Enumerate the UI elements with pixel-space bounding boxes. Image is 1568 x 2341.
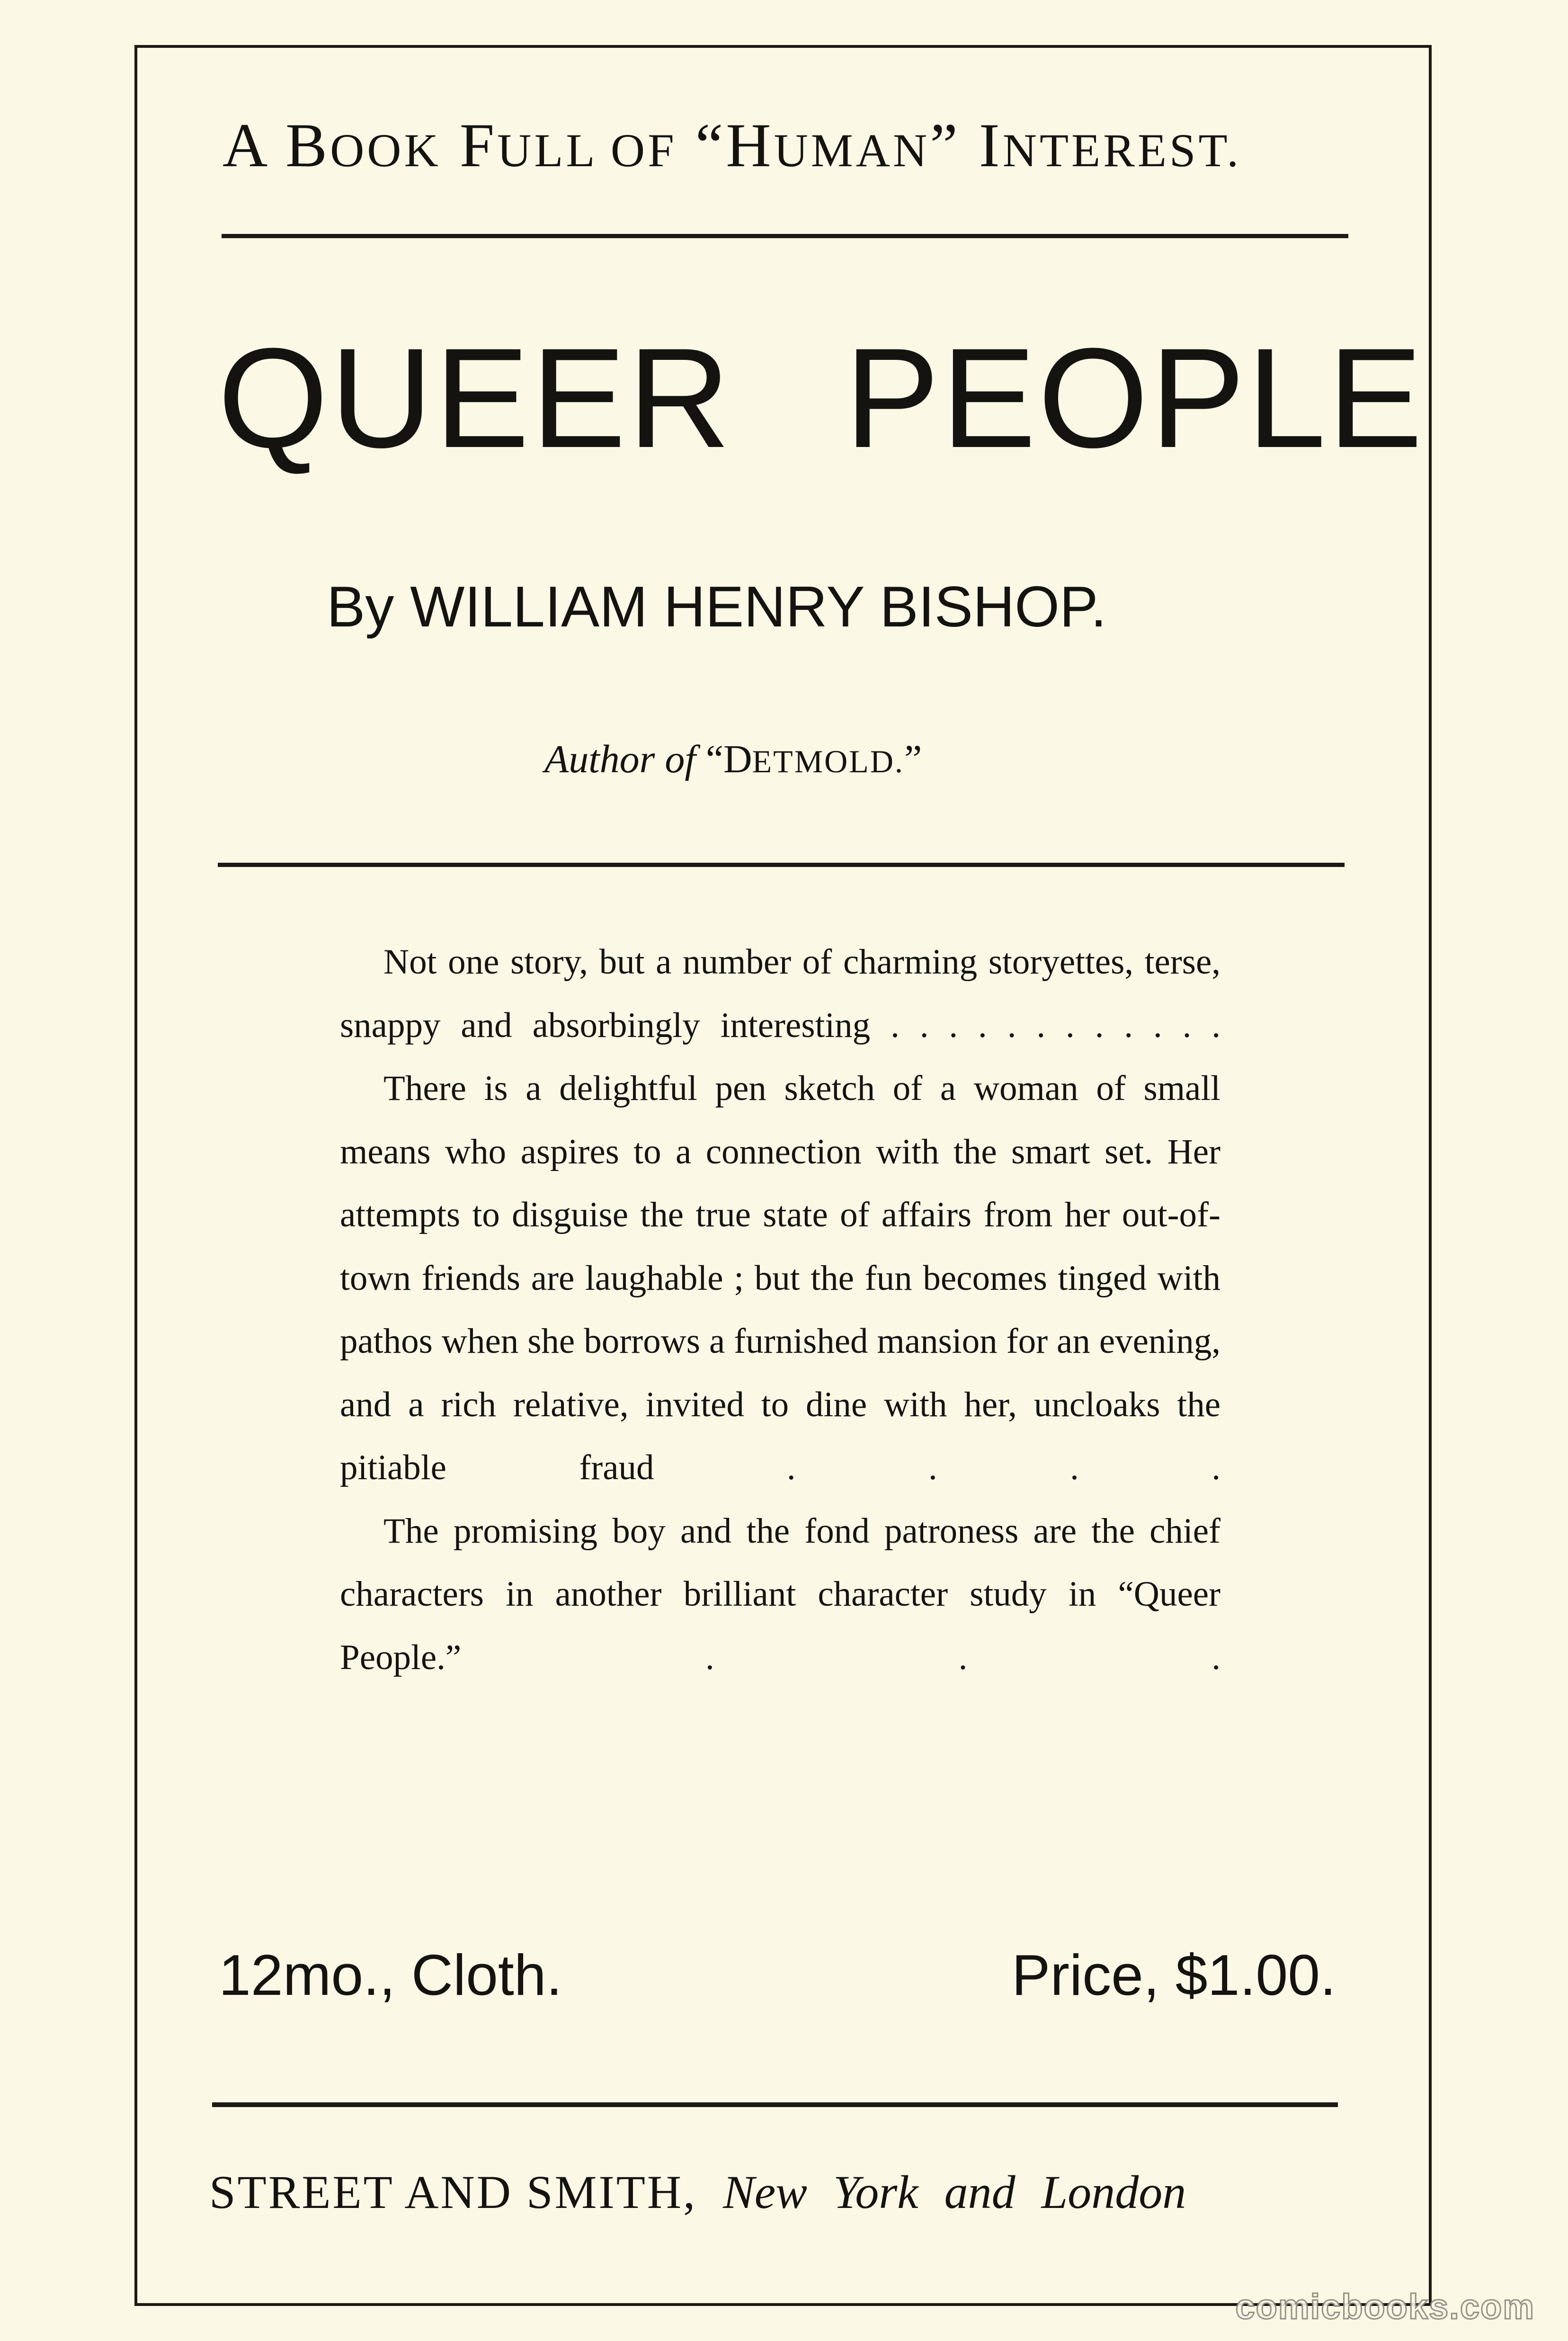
publisher-place: New York and London	[697, 2166, 1186, 2218]
tagline-part: A B	[223, 110, 330, 180]
publisher-line	[209, 2166, 1345, 2218]
divider-rule-top	[222, 234, 1348, 238]
watermark: comicbooks.com	[1235, 2287, 1535, 2326]
tagline-part: OOK	[330, 124, 441, 177]
tagline-part: ” I	[930, 110, 1003, 180]
book-format: 12mo., Cloth.	[219, 1943, 562, 2007]
author-of-work: ETMOLD.	[752, 743, 904, 779]
description-paragraph: There is a delightful pen sketch of a woman of small means who aspires to a connection with the smart set. Her attempts to disguise the true state of affairs from her out-of-town friends are laughable ; but the fun becomes tinged with pathos when she borrows a furnished mansion for an evening, and a rich relative, invited to dine with her, uncloaks the pitiable fraud . . . .	[340, 1069, 1221, 1487]
tagline-part: ULL OF	[497, 124, 677, 177]
book-title: QUEER PEOPLE	[218, 318, 1425, 477]
description-text	[340, 930, 1221, 1689]
tagline-part: F	[441, 110, 498, 180]
author-of-prefix: Author of	[544, 737, 696, 781]
book-price: Price, $1.00.	[1012, 1943, 1336, 2007]
author-byline: By WILLIAM HENRY BISHOP.	[327, 574, 1107, 639]
divider-rule-lower	[212, 2102, 1338, 2107]
publisher-name: STREET AND SMITH,	[209, 2166, 697, 2218]
tagline-part: UMAN	[774, 124, 930, 177]
author-of-quote-open: “D	[695, 737, 752, 781]
tagline-part: NTEREST.	[1002, 124, 1242, 177]
tagline-part: “H	[677, 110, 774, 180]
description-paragraph: Not one story, but a number of charming storyettes, terse, snappy and absorbingly interesting . . . . . . . . . . . .	[340, 942, 1221, 1045]
author-of-quote-close: ”	[904, 737, 922, 781]
tagline	[223, 109, 1349, 181]
description-paragraph: The promising boy and the fond patroness are the chief characters in another brilliant character study in “Queer People.” . . .	[340, 1511, 1221, 1677]
divider-rule-middle	[218, 863, 1345, 867]
author-of-line	[544, 736, 1255, 782]
